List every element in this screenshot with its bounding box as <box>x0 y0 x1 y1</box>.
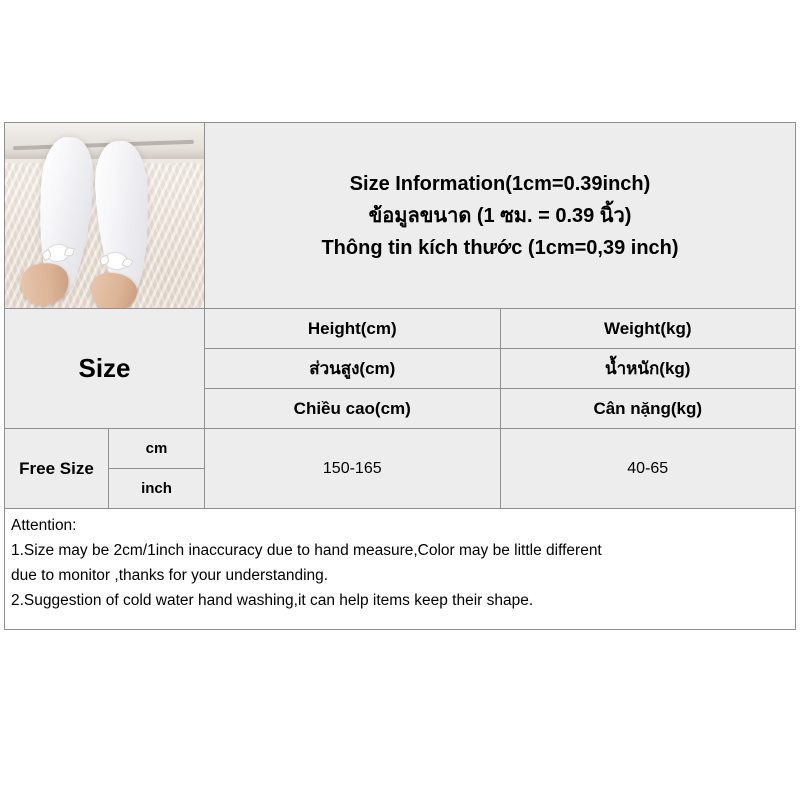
unit-inch: inch <box>141 480 172 497</box>
title-block <box>205 123 795 309</box>
attention-heading: Attention: <box>11 517 77 534</box>
weight-header-en: Weight(kg) <box>501 309 796 349</box>
height-header-vi: Chiều cao(cm) <box>293 398 411 418</box>
weight-header-th: น้ำหนัก(kg) <box>501 349 796 389</box>
weight-column-header <box>501 309 796 429</box>
column-header-row <box>5 309 795 429</box>
header-row <box>5 123 795 309</box>
product-photo-image <box>5 123 204 308</box>
row-weight-value: 40-65 <box>501 429 796 509</box>
row-unit-cell <box>109 429 205 509</box>
size-header-cell: Size <box>5 309 205 429</box>
row-height-value: 150-165 <box>205 429 501 509</box>
height-header-th: ส่วนสูง(cm) <box>205 349 500 389</box>
title-line-en: Size Information(1cm=0.39inch) <box>349 172 651 195</box>
attention-line-2: due to monitor ,thanks for your understanding. <box>11 567 329 584</box>
unit-cm: cm <box>109 429 204 469</box>
attention-block <box>5 509 795 629</box>
product-photo <box>5 123 205 309</box>
table-row <box>5 429 795 509</box>
weight-header-vi: Cân nặng(kg) <box>593 398 703 418</box>
title-line-th: ข้อมูลขนาด (1 ซม. = 0.39 นิ้ว) <box>368 204 632 227</box>
title-line-vi: Thông tin kích thước (1cm=0,39 inch) <box>321 236 679 259</box>
size-chart-card <box>4 122 796 630</box>
row-size-label: Free Size <box>5 429 109 509</box>
height-header-en: Height(cm) <box>205 309 500 349</box>
height-column-header <box>205 309 501 429</box>
attention-line-3: 2.Suggestion of cold water hand washing,it can help items keep their shape. <box>11 592 534 609</box>
attention-line-1: 1.Size may be 2cm/1inch inaccuracy due to hand measure,Color may be little different <box>11 542 602 559</box>
